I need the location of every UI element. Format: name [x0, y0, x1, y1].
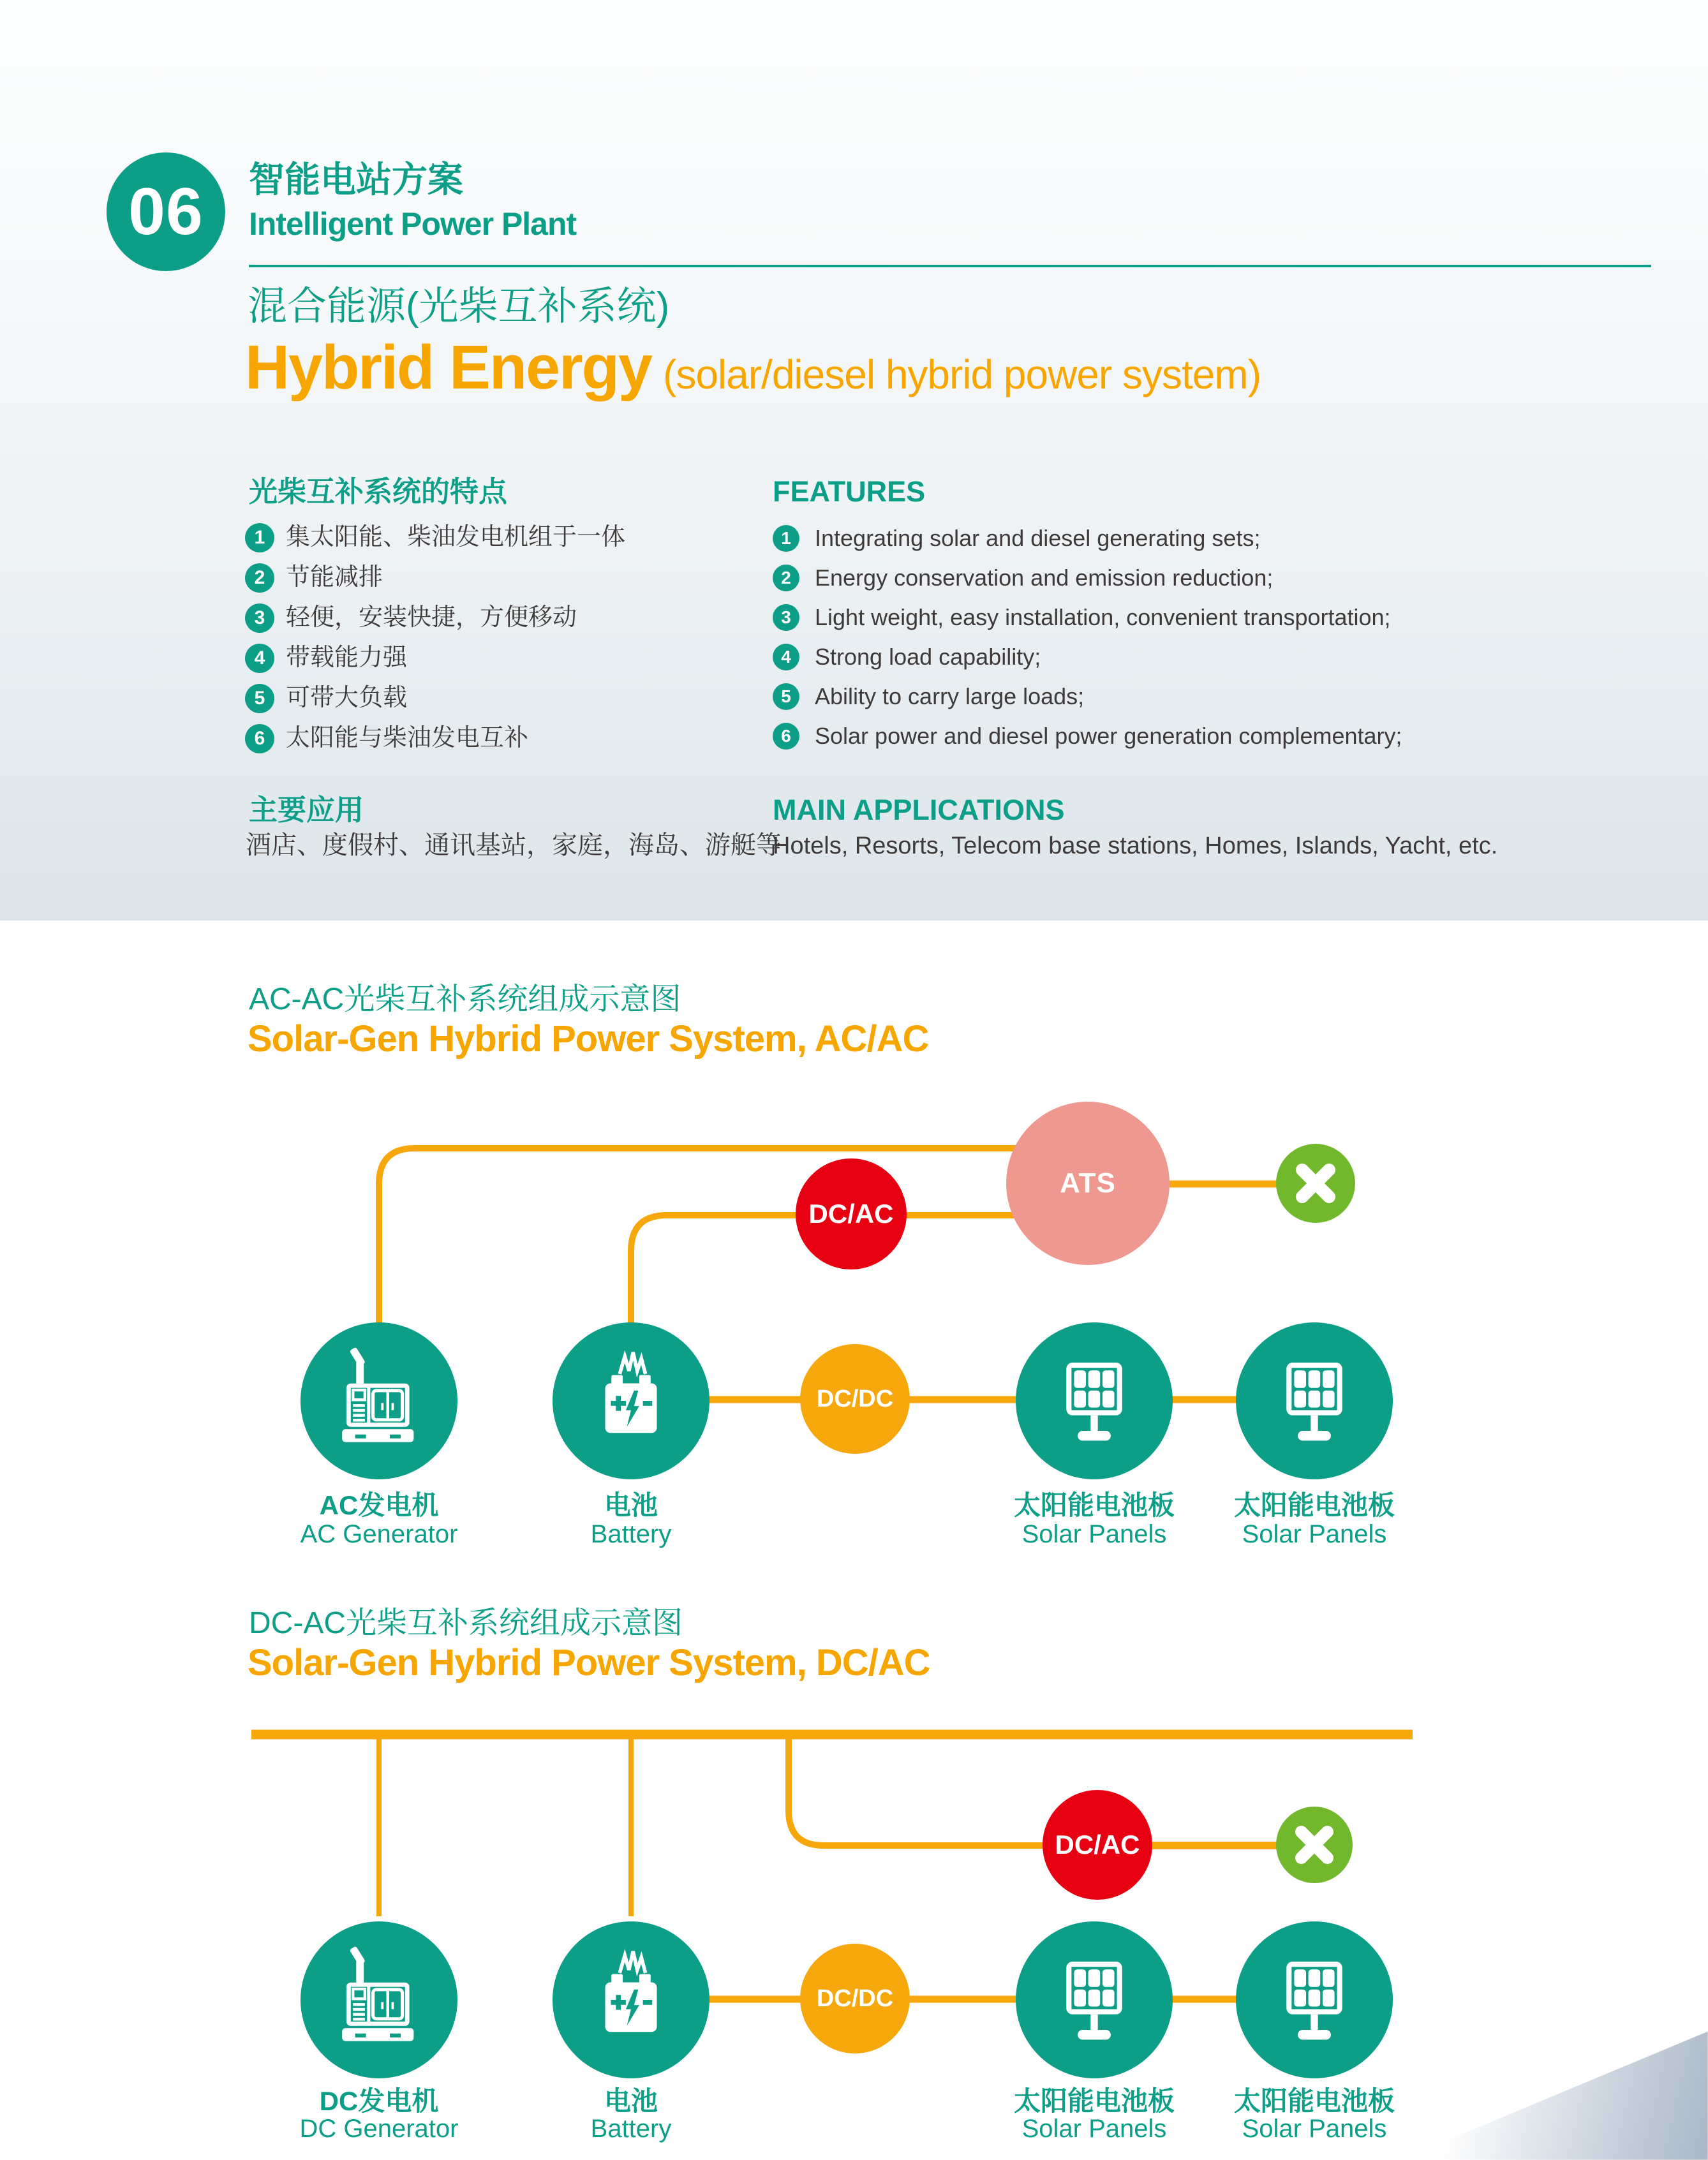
label-generator-en: AC Generator [300, 1520, 458, 1548]
label-battery-en: Battery [590, 2115, 672, 2143]
feature-text: 轻便，安装快捷，方便移动 [286, 604, 577, 632]
product-title-en-main: Hybrid Energy [245, 332, 651, 402]
node-solar-panels-2 [1236, 1921, 1393, 2078]
feature-text: Strong load capability; [815, 644, 1041, 670]
feature-text: Solar power and diesel power generation complementary; [815, 723, 1402, 750]
section-title-en: Intelligent Power Plant [249, 206, 577, 242]
feature-number-badge: 5 [773, 683, 799, 710]
node-dc-ac-inverter [1043, 1790, 1152, 1900]
node-dc-ac-inverter [796, 1158, 907, 1269]
feature-number-badge: 6 [773, 723, 799, 750]
solar-panel-icon [1043, 1349, 1146, 1453]
feature-number-badge: 6 [245, 724, 274, 753]
node-dc-dc-converter [800, 1344, 910, 1454]
features-en-heading: FEATURES [773, 475, 926, 508]
label-generator-zh: DC发电机 [319, 2086, 439, 2116]
node-solar-panels-1 [1016, 1921, 1173, 2078]
label-battery-en: Battery [590, 1520, 672, 1548]
feature-number-badge: 2 [773, 565, 799, 591]
generator-icon [325, 1347, 433, 1455]
wire-generator-to-ats [379, 1148, 1021, 1326]
label-solar-zh: 太阳能电池板 [1233, 1490, 1395, 1520]
label-battery-zh: 电池 [604, 2086, 658, 2116]
label-solar-en: Solar Panels [1021, 1520, 1167, 1548]
applications-zh-heading: 主要应用 [249, 794, 364, 826]
diagram-dc-title-zh: DC-AC光柴互补系统组成示意图 [249, 1606, 683, 1640]
feature-text: 带载能力强 [286, 644, 408, 672]
node-dc-dc-converter [800, 1944, 910, 2053]
node-battery [553, 1322, 709, 1479]
feature-text: 集太阳能、柴油发电机组于一体 [286, 524, 626, 551]
label-generator-en: DC Generator [299, 2115, 459, 2143]
ats-label: ATS [1060, 1167, 1116, 1199]
battery-icon [579, 1948, 683, 2052]
solar-panel-icon [1263, 1349, 1366, 1453]
feature-number-badge: 1 [245, 523, 274, 552]
node-solar-panels-2 [1236, 1322, 1393, 1479]
solar-panel-icon [1263, 1948, 1366, 2052]
feature-number-badge: 2 [245, 563, 274, 593]
node-solar-panels-1 [1016, 1322, 1173, 1479]
product-title-en-sub: (solar/diesel hybrid power system) [663, 351, 1261, 397]
feature-text: Light weight, easy installation, convenient transportation; [815, 604, 1391, 631]
wire-bus-to-inverter [789, 1736, 1050, 1846]
label-solar-en: Solar Panels [1242, 1520, 1387, 1548]
battery-icon [579, 1349, 683, 1453]
applications-zh-text: 酒店、度假村、通讯基站，家庭，海岛、游艇等 [246, 831, 782, 859]
feature-number-badge: 4 [245, 644, 274, 673]
feature-number-badge: 3 [773, 604, 799, 631]
diagram-ac-title-zh: AC-AC光柴互补系统组成示意图 [249, 982, 681, 1016]
node-ac-generator [301, 1322, 457, 1479]
node-battery [553, 1921, 709, 2078]
node-load-blocked [1276, 1144, 1355, 1223]
x-mark-icon [1276, 1807, 1353, 1883]
section-number: 06 [128, 174, 204, 249]
applications-en-text: Hotels, Resorts, Telecom base stations, Homes, Islands, Yacht, etc. [773, 832, 1498, 859]
section-title-zh: 智能电站方案 [249, 159, 463, 200]
generator-icon [325, 1946, 433, 2054]
features-zh-heading: 光柴互补系统的特点 [249, 475, 508, 508]
feature-number-badge: 3 [245, 603, 274, 633]
feature-text: Energy conservation and emission reduction; [815, 565, 1274, 591]
diagram-ac-title-en: Solar-Gen Hybrid Power System, AC/AC [248, 1018, 929, 1060]
label-solar-zh: 太阳能电池板 [1013, 1490, 1175, 1520]
label-solar-zh: 太阳能电池板 [1233, 2086, 1395, 2116]
feature-text: 节能减排 [286, 564, 383, 591]
node-ats [1006, 1102, 1170, 1265]
label-solar-en: Solar Panels [1021, 2115, 1167, 2143]
feature-text: Integrating solar and diesel generating sets; [815, 525, 1261, 552]
diagram-dc-title-en: Solar-Gen Hybrid Power System, DC/AC [248, 1642, 930, 1683]
feature-text: 太阳能与柴油发电互补 [286, 725, 529, 752]
feature-text: 可带大负载 [286, 684, 408, 712]
feature-number-badge: 4 [773, 644, 799, 670]
label-solar-en: Solar Panels [1242, 2115, 1387, 2143]
inverter-label: DC/AC [1055, 1830, 1140, 1860]
label-solar-zh: 太阳能电池板 [1013, 2086, 1175, 2116]
product-title-zh: 混合能源(光柴互补系统) [248, 285, 670, 329]
node-dc-generator [301, 1921, 457, 2078]
feature-text: Ability to carry large loads; [815, 683, 1085, 710]
converter-label: DC/DC [816, 1985, 894, 2012]
feature-number-badge: 5 [245, 684, 274, 713]
label-generator-zh: AC发电机 [319, 1490, 439, 1520]
solar-panel-icon [1043, 1948, 1146, 2052]
label-battery-zh: 电池 [604, 1490, 658, 1520]
x-mark-icon [1276, 1144, 1355, 1223]
node-load-blocked [1276, 1807, 1353, 1883]
inverter-label: DC/AC [808, 1199, 894, 1229]
converter-label: DC/DC [816, 1386, 894, 1412]
applications-en-heading: MAIN APPLICATIONS [773, 794, 1065, 826]
feature-number-badge: 1 [773, 525, 799, 552]
